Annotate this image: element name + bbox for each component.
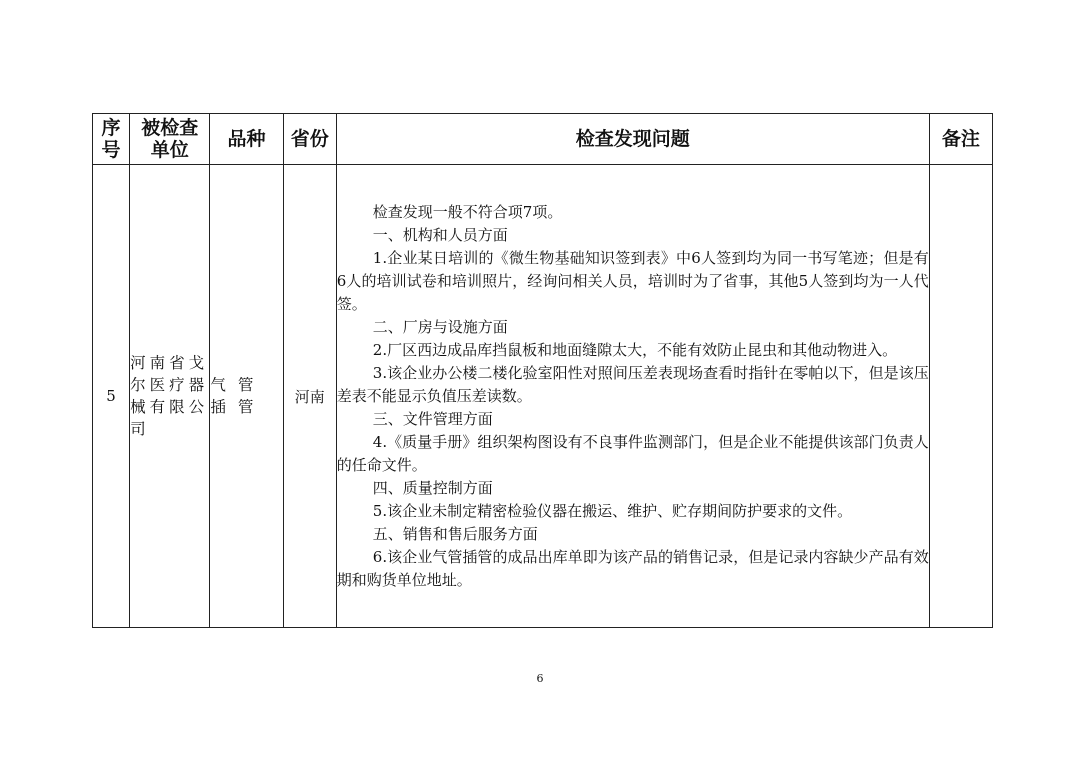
header-issues: 检查发现问题 xyxy=(336,114,929,165)
issue-line: 5.该企业未制定精密检验仪器在搬运、维护、贮存期间防护要求的文件。 xyxy=(372,501,853,520)
issue-line: 三、文件管理方面 xyxy=(372,409,493,428)
issue-line: 2.厂区西边成品库挡鼠板和地面缝隙太大，不能有效防止昆虫和其他动物进入。 xyxy=(372,340,898,359)
table-row xyxy=(93,165,993,628)
cell-issues xyxy=(336,165,929,628)
issue-line: 一、机构和人员方面 xyxy=(372,225,508,244)
cell-unit: 河南省戈尔医疗器械有限公司 xyxy=(130,165,210,628)
inspection-table xyxy=(92,113,993,628)
issue-line: 检查发现一般不符合项7项。 xyxy=(372,202,563,221)
header-category: 品种 xyxy=(210,114,283,165)
cell-seq: 5 xyxy=(93,165,130,628)
header-notes: 备注 xyxy=(929,114,992,165)
cell-category: 气管插管 xyxy=(210,165,283,628)
header-seq: 序号 xyxy=(93,114,130,165)
header-row xyxy=(93,114,993,165)
issue-list xyxy=(337,201,929,592)
header-province: 省份 xyxy=(283,114,336,165)
issue-line: 6.该企业气管插管的成品出库单即为该产品的销售记录，但是记录内容缺少产品有效期和购货单位地址。 xyxy=(336,547,929,589)
page-number: 6 xyxy=(536,672,544,685)
cell-province: 河南 xyxy=(283,165,336,628)
header-unit: 被检查单位 xyxy=(130,114,210,165)
issue-line: 二、厂房与设施方面 xyxy=(372,317,508,336)
issue-line: 3.该企业办公楼二楼化验室阳性对照间压差表现场查看时指针在零帕以下，但是该压差表不能显示负值压差读数。 xyxy=(336,363,929,405)
issue-line: 四、质量控制方面 xyxy=(372,478,493,497)
issue-line: 4.《质量手册》组织架构图设有不良事件监测部门，但是企业不能提供该部门负责人的任命文件。 xyxy=(336,432,929,474)
issue-line: 1.企业某日培训的《微生物基础知识签到表》中6人签到均为同一书写笔迹；但是有6人的培训试卷和培训照片，经询问相关人员，培训时为了省事，其他5人签到均为一人代签。 xyxy=(336,248,929,313)
issue-line: 五、销售和售后服务方面 xyxy=(372,524,538,543)
cell-notes xyxy=(929,165,992,628)
